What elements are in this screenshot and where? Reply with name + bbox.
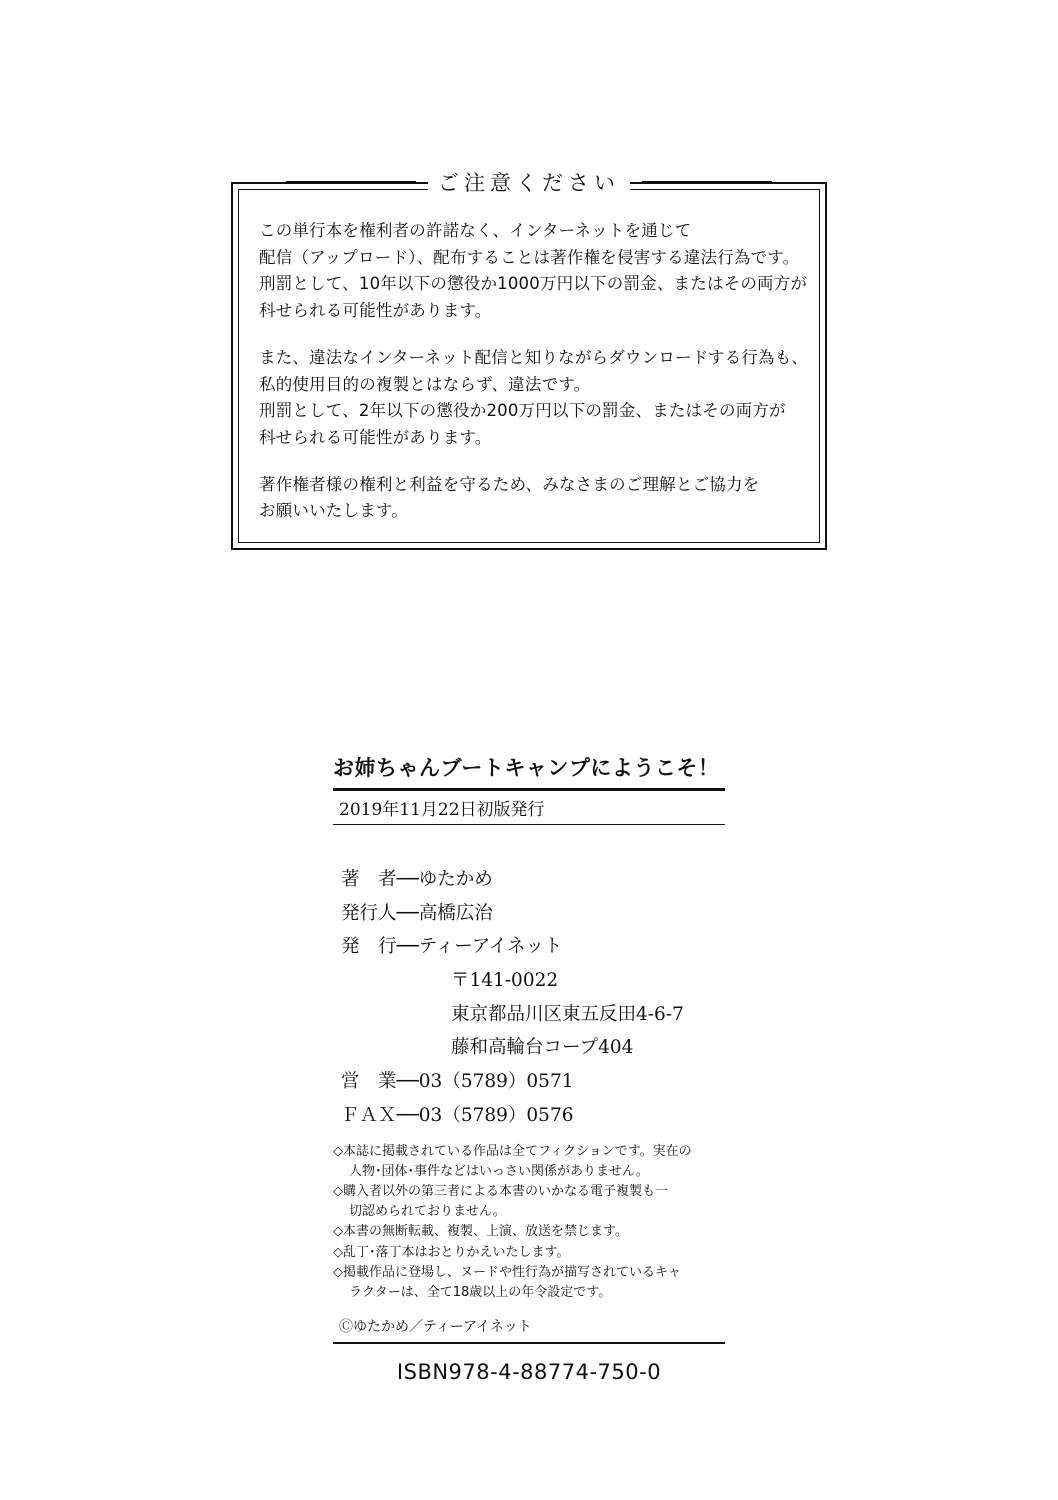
notice-title-rule-left [286,181,416,183]
staff-author: 著 者──ゆたかめ [341,869,493,890]
legal-note [333,1182,725,1221]
legal-note [333,1142,725,1181]
publication-date: 2019年11月22日初版発行 [339,800,545,820]
notice-paragraph-2 [259,345,809,452]
legal-note-continuation: ラクターは、全て18歳以上の年令設定です。 [349,1284,612,1300]
notice-line: また、違法なインターネット配信と知りながらダウンロードする行為も、 [259,347,809,367]
staff-publisher-person: 発行人──高橋広治 [341,902,493,924]
legal-note-first-line: ◇本書の無断転載、複製、上演、放送を禁じます。 [333,1224,628,1240]
contact-sales-phone: 営 業──03（5789）0571 [341,1070,574,1092]
legal-note [333,1263,725,1302]
notice-title-rule-right [642,181,772,183]
notice-box [231,171,827,550]
colophon-rule-under-date [333,824,725,825]
notice-line: お願いいたします。 [259,501,408,521]
legal-notes [333,1142,725,1302]
address-line-2: 藤和高輪台コープ404 [451,1037,634,1059]
legal-note-continuation: 人物･団体･事件などはいっさい関係がありません。 [349,1163,649,1179]
legal-note-first-line: ◇掲載作品に登場し、ヌードや性行為が描写されているキャ [333,1265,681,1281]
book-title: お姉ちゃんブートキャンプにようこそ！ [333,756,720,780]
address-line-1: 東京都品川区東五反田4-6-7 [451,1003,684,1025]
legal-note-first-line: ◇本誌に掲載されている作品は全てフィクションです。実在の [333,1144,692,1160]
notice-line: この単行本を権利者の許諾なく、インターネットを通じて [259,221,692,240]
notice-line: 科せられる可能性があります。 [259,301,492,321]
staff-publisher: 発 行──ティーアイネット [341,936,563,958]
contact-fax: ＦＡＸ──03（5789）0576 [341,1104,574,1126]
legal-note-first-line: ◇購入者以外の第三者による本書のいかなる電子複製も一 [333,1184,668,1200]
legal-note [333,1243,725,1263]
copyright-line: Ⓒゆたかめ／ティーアイネット [339,1319,532,1336]
legal-note [333,1222,725,1242]
notice-body [259,218,809,525]
notice-line: 著作権者様の権利と利益を守るため、みなさまのご理解とご協力を [259,474,760,494]
notice-title-row [233,167,825,197]
staff-block [333,863,725,1132]
address-postal-code: 〒141-0022 [451,969,559,991]
notice-line: 刑罰として、2年以下の懲役か200万円以下の罰金、またはその両方が [259,401,786,421]
notice-line: 科せられる可能性があります。 [259,428,492,448]
legal-note-first-line: ◇乱丁･落丁本はおとりかえいたします。 [333,1244,570,1260]
notice-line: 配信（アップロード）、配布することは著作権を侵害する違法行為です。 [259,247,800,267]
isbn: ISBN978-4-88774-750-0 [396,1360,662,1385]
notice-title: ご注意ください [428,167,630,197]
notice-paragraph-1 [259,218,808,325]
notice-paragraph-3 [259,472,799,525]
colophon [333,752,725,1384]
notice-line: 私的使用目的の複製とはならず、違法です。 [259,374,591,394]
legal-note-continuation: 切認められておりません。 [349,1203,506,1219]
colophon-rule-bottom [333,1342,725,1344]
notice-line: 刑罰として、10年以下の懲役か1000万円以下の罰金、またはその両方が [259,274,808,294]
